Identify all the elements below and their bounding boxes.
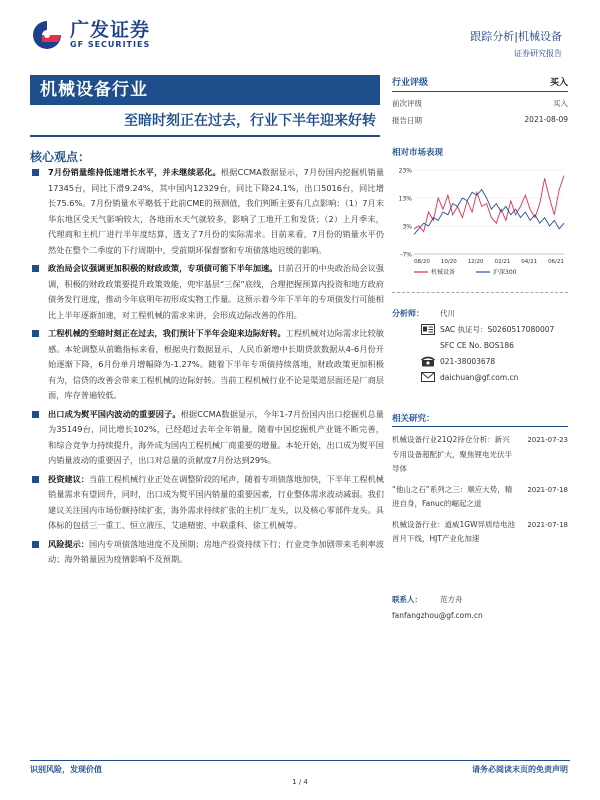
contact-block bbox=[392, 594, 568, 620]
footer-divider bbox=[30, 760, 570, 761]
paragraph-body: 国内专项债落地进度不及预期；房地产投资持续下行；行业竞争加剧带来毛利率波动；海外销量因为疫情影响不及预期。 bbox=[48, 538, 384, 564]
analyst-phone: 021-38003678 bbox=[440, 356, 496, 366]
x-tick-label: 12/20 bbox=[467, 259, 484, 265]
logo-cn-text: 广发证券 bbox=[70, 19, 151, 41]
paragraph-investment bbox=[38, 472, 384, 534]
industry-title-band bbox=[30, 75, 380, 105]
company-logo bbox=[30, 18, 150, 52]
related-item-title: 机械设备行业：道威1GW异质结电池首月下线，HJT产业化加速 bbox=[392, 519, 515, 543]
paragraph-lead: 工程机械的至暗时刻正在过去，我们预计下半年会迎来边际好转。 bbox=[48, 328, 286, 338]
analyst-label: 分析师： bbox=[392, 308, 424, 318]
legend-label: 沪深300 bbox=[493, 269, 517, 276]
footer-disclaimer: 请务必阅读末页的免责声明 bbox=[472, 765, 568, 774]
x-tick-label: 08/20 bbox=[414, 259, 430, 265]
rating-label: 行业评级 bbox=[392, 78, 429, 88]
phone-icon bbox=[416, 356, 440, 367]
report-date-label: 报告日期 bbox=[392, 116, 422, 125]
related-item[interactable] bbox=[392, 433, 568, 477]
paragraph-body: 根据CCMA数据显示，7月份国内挖掘机销量17345台，同比下滑9.24%，其中国内12329台，同比下降24.1%，出口5016台，同比增长75.6%。7月份销量水平略低于此前CME的预测值，我们判断主要有几点影响：（1）7月末华东地区受天气影响较大，各地雨水天气就较多，影响了工地开工和发货；（2）上月季末，代理商和主机厂进行半年度结算，透支了7月份的实际需求。目前来看，7月份的销量水平仍然处在整个二季度的下行周期中，受前期环保督察和专项债落地迟缓的影响。 bbox=[48, 167, 385, 255]
related-item-date: 2021-07-18 bbox=[527, 520, 568, 529]
paragraph-lead: 7月份销量维持低速增长水平，并未继续恶化。 bbox=[48, 167, 221, 177]
y-tick-label: 13% bbox=[398, 195, 412, 203]
analyst-email[interactable]: daichuan@gf.com.cn bbox=[440, 372, 519, 382]
report-subtitle: 至暗时刻正在过去，行业下半年迎来好转 bbox=[124, 113, 376, 129]
paragraph-body: 工程机械对边际需求比较敏感。本轮调整从前瞻指标来看，根据央行数据显示，人民币新增中长期贷款数据从4-6月份开始逐渐下降，6月份单月增幅降为-1.27%。随着下半年专项债持续落地，财政政策更加积极有为，信贷的改善会带来工程机械的边际好转。当前工程机械行业不论是渠道层面还是厂商层面，库存普遍较低。 bbox=[48, 328, 384, 400]
related-item-title: “他山之石”系列之三：顺应大势，精进自身，Fanuc的崛起之道 bbox=[392, 484, 513, 508]
contact-label: 联系人： bbox=[392, 595, 422, 604]
paragraph-lead: 风险提示： bbox=[48, 538, 89, 549]
relative-performance-chart bbox=[392, 162, 568, 284]
paragraph-body: 根据CCMA数据显示，今年1-7月份国内出口挖掘机总量为35149台，同比增长102%，已经超过去年全年销量，随着中国挖掘机产业链不断完善，和综合竞争力持续提升，海外成为国内工程机械厂商重要的增量。本轮开始，出口成为熨平国内销量波动的重要因子，出口对总量的贡献度7月份达到29%。 bbox=[48, 408, 384, 465]
paragraph-body: 当前工程机械行业正处在调整阶段的尾声，随着专项债落地加快，下半年工程机械销量需求有望回升，同时，出口成为熨平国内销量的重要因素，行业整体需求波动减弱。我们建议关注国内市场份额持续扩张，海外需求持续扩张的主机厂龙头，以及核心零部件龙头。具体标的包括三一重工、恒立液压、艾迪精密、中联重科、徐工机械等。 bbox=[48, 473, 384, 530]
related-item[interactable] bbox=[392, 483, 568, 512]
envelope-icon bbox=[416, 372, 440, 382]
bullet-square-icon bbox=[32, 476, 39, 483]
paragraph-body: 日前召开的中央政治局会议强调，积极的财政政策要提升政策效能，兜牢基层“三保”底线，合理把握预算内投资和地方政府债务发行进度，推动今年底明年初形成实物工作量。这预示着今年下半年的专项债发行可能相比上半年逐渐加速，对工程机械的需求来讲，会形成边际改善的作用。 bbox=[48, 263, 384, 320]
legend-label: 机械设备 bbox=[431, 269, 456, 276]
bullet-square-icon bbox=[32, 265, 39, 272]
y-tick-label: 23% bbox=[398, 167, 412, 175]
core-points-body bbox=[38, 165, 384, 571]
related-item[interactable] bbox=[392, 518, 568, 547]
contact-name: 范方舟 bbox=[440, 595, 463, 604]
bullet-square-icon bbox=[32, 411, 39, 418]
paragraph-risk bbox=[38, 537, 384, 568]
page-number: 1 / 4 bbox=[292, 778, 308, 786]
chart-canvas bbox=[392, 162, 568, 284]
x-tick-label: 02/21 bbox=[494, 259, 511, 265]
core-points-heading: 核心观点： bbox=[30, 150, 91, 164]
sfc-number: SFC CE No. BOS186 bbox=[440, 340, 514, 350]
x-tick-label: 06/21 bbox=[548, 259, 564, 265]
paragraph-lead: 政治局会议强调更加积极的财政政策，专项债可能下半年加速。 bbox=[48, 263, 278, 273]
x-tick-label: 04/21 bbox=[521, 259, 538, 265]
related-item-date: 2021-07-23 bbox=[527, 436, 568, 444]
id-card-icon bbox=[416, 324, 440, 335]
paragraph-sales bbox=[38, 165, 384, 258]
report-category: 跟踪分析|机械设备 bbox=[470, 30, 562, 43]
report-date-value: 2021-08-09 bbox=[524, 115, 568, 124]
gf-logo-icon bbox=[30, 18, 64, 52]
paragraph-outlook bbox=[38, 326, 384, 404]
logo-en-text: GF SECURITIES bbox=[70, 40, 151, 49]
x-tick-label: 10/20 bbox=[440, 259, 457, 265]
analyst-name: 代川 bbox=[440, 308, 455, 318]
paragraph-export bbox=[38, 407, 384, 469]
paragraph-lead: 出口成为熨平国内波动的重要因子。 bbox=[48, 408, 181, 419]
related-item-date: 2021-07-18 bbox=[527, 485, 568, 494]
report-type: 证券研究报告 bbox=[514, 49, 562, 58]
previous-rating-value: 买入 bbox=[553, 99, 568, 108]
bullet-square-icon bbox=[32, 541, 39, 548]
bullet-square-icon bbox=[32, 169, 39, 176]
subtitle-divider bbox=[30, 135, 380, 137]
related-research bbox=[392, 412, 568, 547]
paragraph-lead: 投资建议： bbox=[48, 473, 89, 484]
analyst-block bbox=[392, 292, 568, 385]
market-chart-title: 相对市场表现 bbox=[392, 148, 444, 158]
industry-title: 机械设备行业 bbox=[40, 80, 148, 100]
bullet-square-icon bbox=[32, 330, 39, 337]
y-tick-label: 3% bbox=[402, 223, 412, 231]
sac-number: SAC 执证号：S0260517080007 bbox=[440, 324, 555, 334]
rating-panel bbox=[392, 75, 568, 126]
rating-value: 买入 bbox=[549, 78, 568, 88]
contact-email[interactable]: fanfangzhou@gf.com.cn bbox=[392, 611, 483, 620]
related-item-title: 机械设备行业21Q2持仓分析：新兴专用设备超配扩大，聚焦锂电光伏半导体 bbox=[392, 435, 512, 473]
paragraph-policy bbox=[38, 261, 384, 323]
related-research-heading: 相关研究： bbox=[392, 412, 568, 427]
previous-rating-label: 前次评级 bbox=[392, 99, 422, 108]
y-tick-label: -7% bbox=[400, 251, 412, 259]
footer-slogan: 识别风险，发现价值 bbox=[30, 765, 102, 774]
